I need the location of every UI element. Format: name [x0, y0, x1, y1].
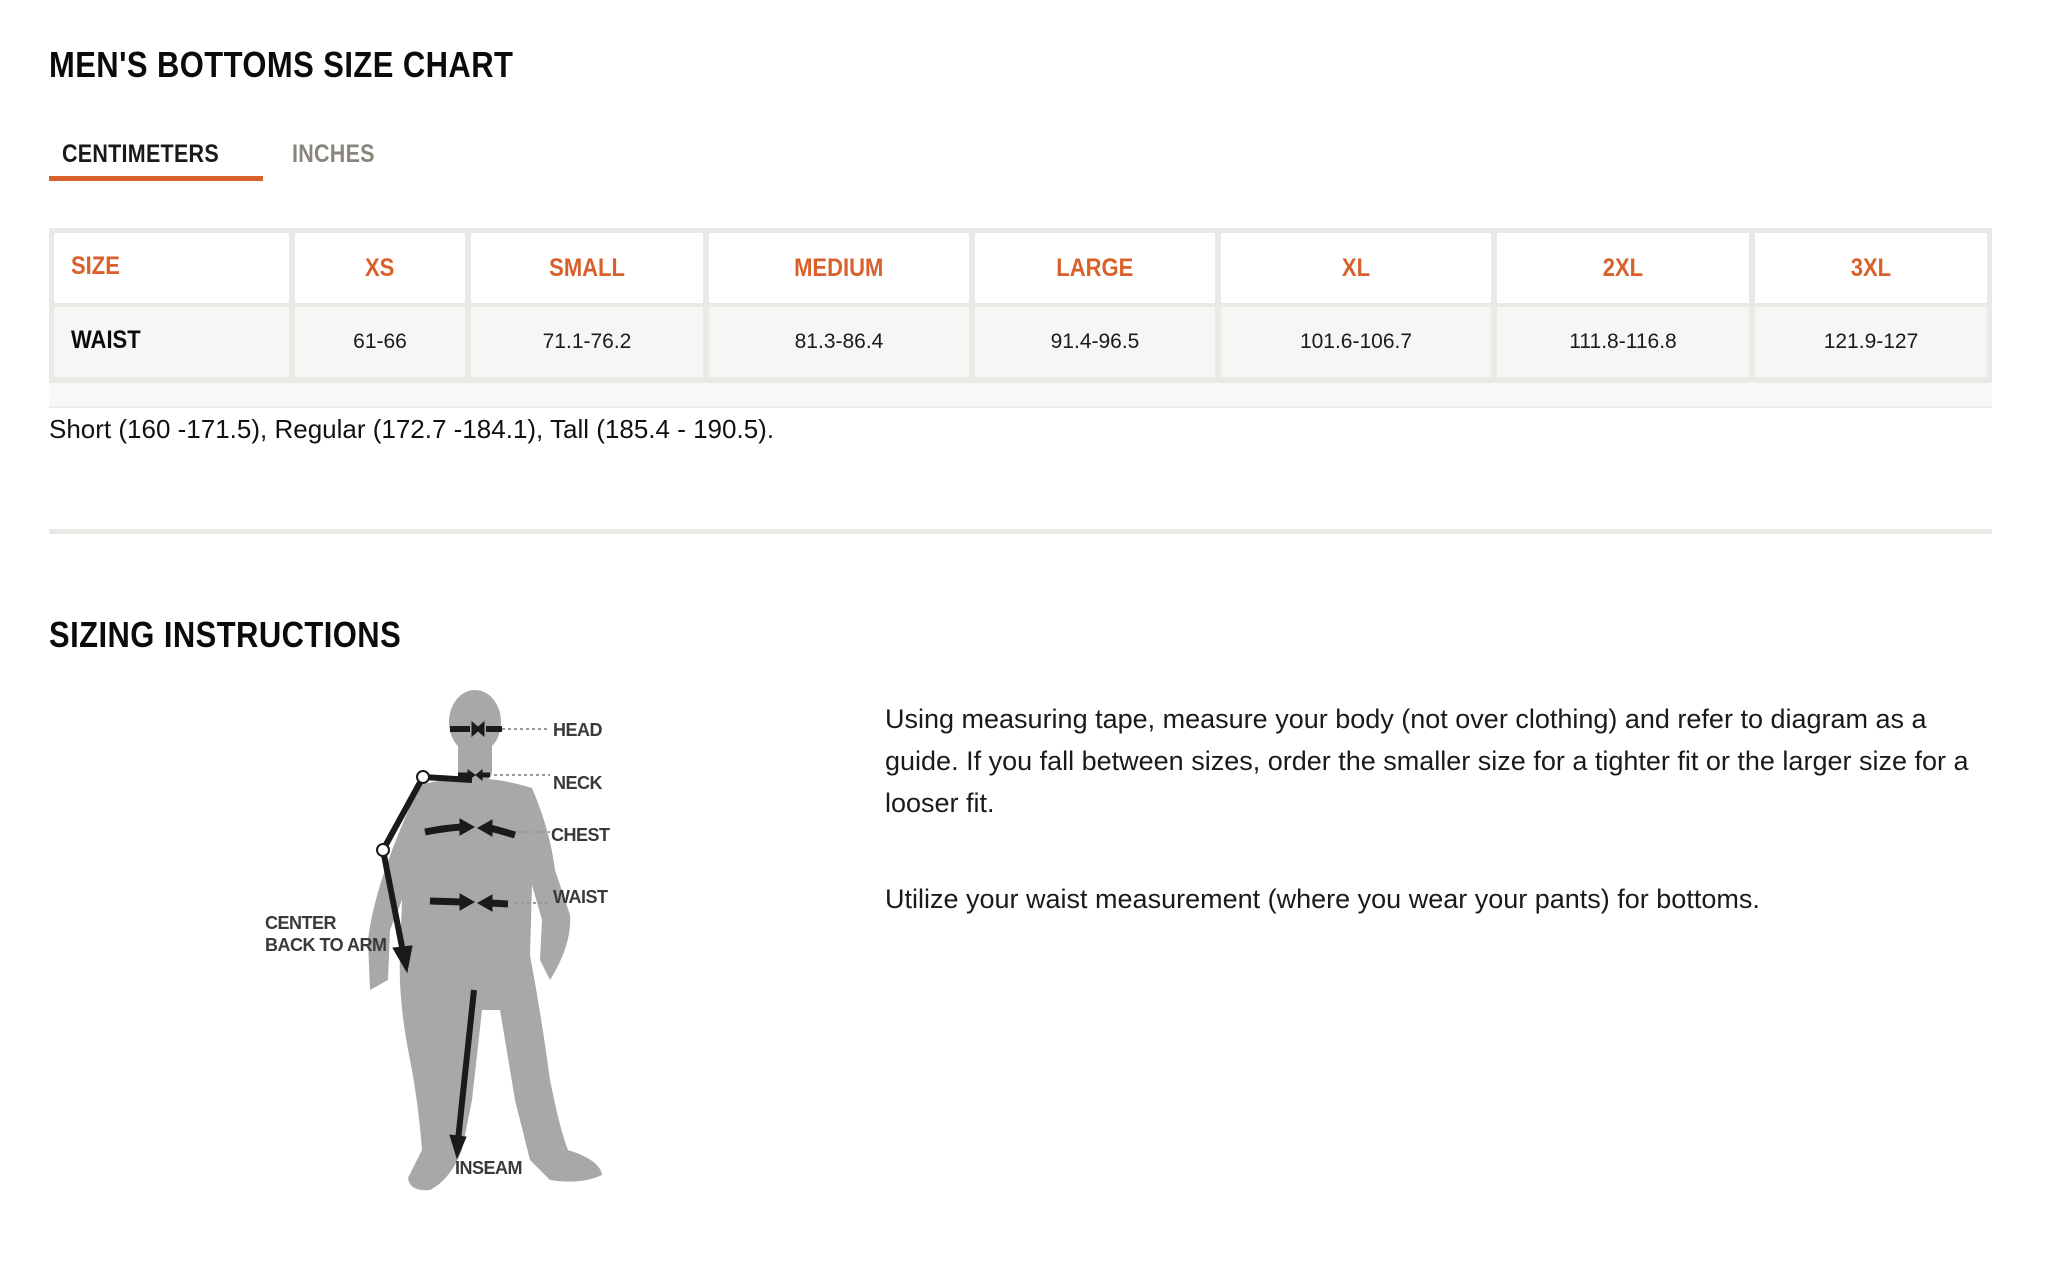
diagram-label-waist: WAIST: [553, 887, 608, 907]
column-header: SMALL: [549, 253, 625, 282]
header-cell-medium: [709, 233, 969, 303]
table-cell: [1755, 307, 1987, 377]
size-header-label: SIZE: [71, 251, 120, 280]
header-cell-small: [471, 233, 703, 303]
header-cell-large: [975, 233, 1215, 303]
diagram-label-inseam: INSEAM: [455, 1158, 523, 1178]
table-cell: [975, 307, 1215, 377]
unit-tabs: [49, 136, 469, 182]
measurement-diagram: [250, 680, 670, 1200]
table-cell: [1497, 307, 1749, 377]
size-table: [49, 228, 1992, 383]
row-label-cell: [54, 307, 289, 377]
sizing-instructions-text: [885, 698, 1995, 974]
column-header: XS: [365, 253, 395, 282]
diagram-label-head: HEAD: [553, 720, 603, 740]
tab-centimeters[interactable]: [49, 136, 263, 182]
column-header: LARGE: [1056, 253, 1134, 282]
section-divider: [49, 529, 1992, 534]
column-header: XL: [1341, 253, 1371, 282]
table-cell: [1221, 307, 1491, 377]
header-cell-2xl: [1497, 233, 1749, 303]
waist-value-xl: 101.6-106.7: [1299, 330, 1413, 353]
tab-centimeters-label: CENTIMETERS: [62, 140, 219, 168]
header-cell-3xl: [1755, 233, 1987, 303]
waist-value-xs: 61-66: [353, 330, 407, 353]
instructions-paragraph: Utilize your waist measurement (where you wear your pants) for bottoms.: [885, 884, 1760, 914]
row-label-waist: WAIST: [71, 325, 141, 354]
table-cell: [709, 307, 969, 377]
waist-value-3xl: 121.9-127: [1823, 330, 1919, 353]
diagram-label-neck: NECK: [553, 773, 603, 793]
tab-inches[interactable]: [292, 136, 412, 182]
diagram-label-back-to-arm: BACK TO ARM: [265, 935, 387, 955]
header-cell-xs: [295, 233, 465, 303]
column-header: 3XL: [1850, 253, 1892, 282]
header-cell-xl: [1221, 233, 1491, 303]
page-title: MEN'S BOTTOMS SIZE CHART: [49, 44, 514, 85]
column-header: MEDIUM: [794, 253, 884, 282]
header-cell-size: [54, 233, 289, 303]
sizing-instructions-title: SIZING INSTRUCTIONS: [49, 614, 402, 655]
table-scroll-strip: [49, 383, 1992, 408]
table-row: [54, 307, 1987, 377]
waist-value-small: 71.1-76.2: [542, 330, 632, 353]
table-cell: [471, 307, 703, 377]
tab-inches-label: INCHES: [292, 140, 375, 168]
active-tab-indicator: [49, 176, 263, 181]
instructions-paragraph: Using measuring tape, measure your body (not over clothing) and refer to diagram as a guide. If you fall between sizes, order the smaller size for a tighter fit or the larger size for a looser fit.: [885, 704, 1969, 818]
diagram-label-center: CENTER: [265, 913, 337, 933]
waist-value-medium: 81.3-86.4: [794, 330, 884, 353]
waist-value-large: 91.4-96.5: [1050, 330, 1140, 353]
diagram-label-chest: CHEST: [551, 825, 610, 845]
table-cell: [295, 307, 465, 377]
waist-value-2xl: 111.8-116.8: [1569, 330, 1677, 353]
column-header: 2XL: [1602, 253, 1644, 282]
table-header-row: [54, 233, 1987, 303]
inseam-length-note: Short (160 -171.5), Regular (172.7 -184.1), Tall (185.4 - 190.5).: [49, 414, 775, 444]
